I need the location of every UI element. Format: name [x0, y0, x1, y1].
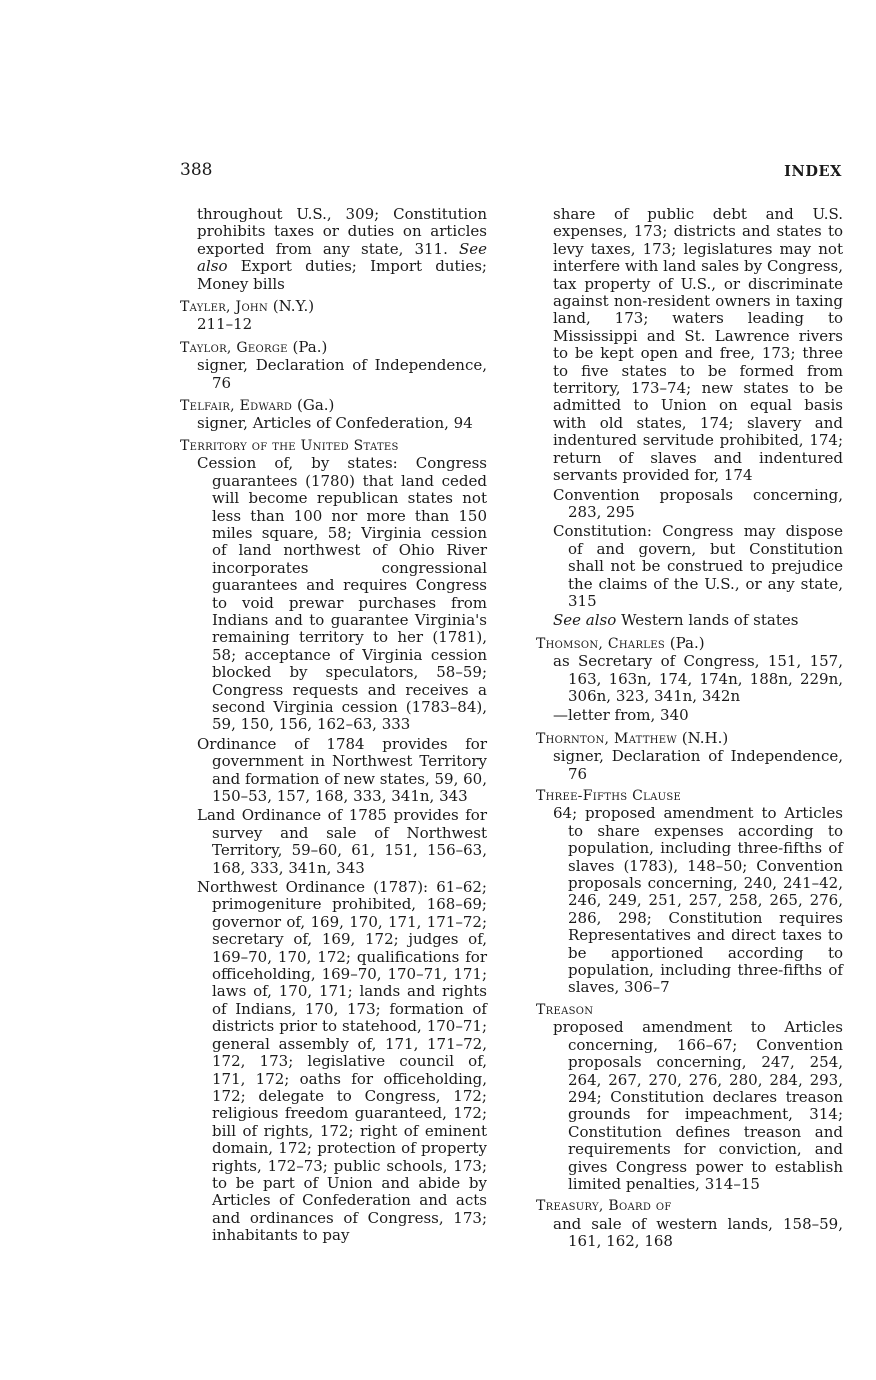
subentry-cession: Cession of, by states: Congress guarantees (1780) that land ceded will become republican states not less than 100 nor more than 150 miles square, 58; Virginia cession of land northwest of Ohio River incorporates congressional guarantees and requires Congress to void prewar purchases from Indians and to guarantee Virginia's remaining territory to her (1781), 58; acceptance of Virginia cession blocked by speculators, 58–59; Congress requests and receives a second Virginia cession (1783–84), 59, 150, 156, 162–63, 333: [197, 454, 487, 734]
entry-reference: 211–12: [197, 315, 253, 334]
subentry-northwest-ordinance-continued: share of public debt and U.S. expenses, 173; districts and states to levy taxes, 173; legislatures may not interfere with land sales by Congress, tax property of U.S., or discriminate against non-resident owners in taxing land, 173; waters leading to Mississippi and St. Lawrence rivers to be kept open and free, 173; three to five states to be formed from territory, 173–74; new states to be admitted to Union on equal basis with old states, 174; slavery and indentured servitude prohibited, 174; return of slaves and indentured servants provided for, 174: [553, 205, 843, 485]
subentry-ordinance-1784: Ordinance of 1784 provides for government in Northwest Territory and formation of new states, 59, 60, 150–53, 157, 168, 333, 341n, 343: [197, 734, 487, 805]
right-column: [536, 206, 843, 1256]
index-entry-telfair: [180, 397, 487, 433]
continuation-text: throughout U.S., 309; Constitution prohibits taxes or duties on articles exported from any state, 311.: [197, 205, 487, 258]
see-also-text: Western lands of states: [621, 611, 799, 630]
page-number: 388: [180, 160, 213, 180]
subentry-convention-proposals: Convention proposals concerning, 283, 295: [553, 485, 843, 521]
entry-heading: Territory of the United States: [180, 437, 399, 454]
entry-reference: signer, Articles of Confederation, 94: [197, 414, 473, 433]
index-entry-continuation: [180, 206, 487, 293]
index-entry-three-fifths: [536, 788, 843, 997]
entry-heading: Treason: [536, 1001, 594, 1018]
running-title: INDEX: [784, 163, 842, 180]
entry-name: Thomson, Charles: [536, 635, 665, 652]
entry-name: Taylor, George: [180, 339, 288, 356]
index-entry-treason: [536, 1002, 843, 1193]
index-entry-thornton: [536, 730, 843, 783]
entry-state: (Pa.): [669, 633, 705, 652]
entry-heading: [536, 730, 843, 748]
index-entry-territory-continued: [536, 206, 843, 630]
entry-reference: and sale of western lands, 158–59, 161, 162, 168: [553, 1214, 843, 1251]
index-entry-territory: [180, 438, 487, 1245]
entry-heading: [180, 298, 487, 316]
entry-state: (Ga.): [297, 396, 335, 415]
entry-state: (N.H.): [681, 728, 729, 747]
entry-state: (Pa.): [292, 337, 328, 356]
entry-reference: signer, Declaration of Independence, 76: [197, 356, 487, 392]
see-also-reference: [553, 612, 843, 629]
entry-heading: [180, 397, 487, 415]
entry-name: Tayler, John: [180, 299, 269, 316]
entry-heading: [536, 635, 843, 653]
entry-reference: proposed amendment to Articles concerning, 166–67; Convention proposals concerning, 247, 254, 264, 267, 270, 276, 280, 284, 293, 294; Constitution declares treason grounds for impeachment, 314; Constitution defines treason and requirements for conviction, and gives Congress power to establish limited penalties, 314–15: [553, 1018, 843, 1193]
subentry-northwest-ordinance: Northwest Ordinance (1787): 61–62; primogeniture prohibited, 168–69; governor of, 169, 170, 171, 171–72; secretary of, 169, 172; judges of, 169–70, 170, 172; qualifications for officeholding, 169–70, 170–71, 171; laws of, 170, 171; lands and rights of Indians, 170, 173; formation of districts prior to statehood, 170–71; general assembly of, 171, 171–72, 172, 173; legislative council of, 171, 172; oaths for officeholding, 172; delegate to Congress, 172; religious freedom guaranteed, 172; bill of rights, 172; right of eminent domain, 172; protection of property rights, 172–73; public schools, 173; to be part of Union and abide by Articles of Confederation and acts and ordinances of Congress, 173; inhabitants to pay: [197, 878, 487, 1245]
entry-name: Thornton, Matthew: [536, 730, 677, 747]
entry-name: Telfair, Edward: [180, 398, 293, 415]
left-column: [180, 206, 487, 1250]
index-entry-thomson: [536, 635, 843, 725]
entry-continuation-text: [180, 206, 487, 293]
entry-reference: as Secretary of Congress, 151, 157, 163, 163n, 174, 174n, 188n, 229n, 306n, 323, 341n, 342n: [553, 652, 843, 705]
see-also-label: See also: [553, 611, 617, 630]
entry-reference: signer, Declaration of Independence, 76: [553, 747, 843, 783]
entry-reference: 64; proposed amendment to Articles to share expenses according to population, including three-fifths of slaves (1783), 148–50; Convention proposals concerning, 240, 241–42, 246, 249, 251, 257, 258, 265, 276, 286, 298; Constitution requires Representatives and direct taxes to be apportioned according to population, including three-fifths of slaves, 306–7: [553, 804, 843, 997]
entry-subreference: —letter from, 340: [553, 706, 689, 725]
subentry-land-ordinance-1785: Land Ordinance of 1785 provides for survey and sale of Northwest Territory, 59–60, 61, 151, 156–63, 168, 333, 341n, 343: [197, 806, 487, 877]
index-entry-tayler: [180, 298, 487, 334]
entry-heading: Three-Fifths Clause: [536, 788, 682, 804]
see-also-label: See also: [197, 239, 487, 276]
entry-state: (N.Y.): [272, 297, 315, 316]
subentry-constitution: Constitution: Congress may dispose of and govern, but Constitution shall not be construed to prejudice the claims of the U.S., or any state, 315: [553, 522, 843, 610]
see-also-text: Export duties; Import duties; Money bills: [197, 257, 487, 293]
running-head: [180, 160, 842, 186]
entry-heading: [180, 339, 487, 357]
index-entry-treasury: [536, 1198, 843, 1250]
index-entry-taylor: [180, 339, 487, 392]
entry-heading: Treasury, Board of: [536, 1198, 672, 1215]
